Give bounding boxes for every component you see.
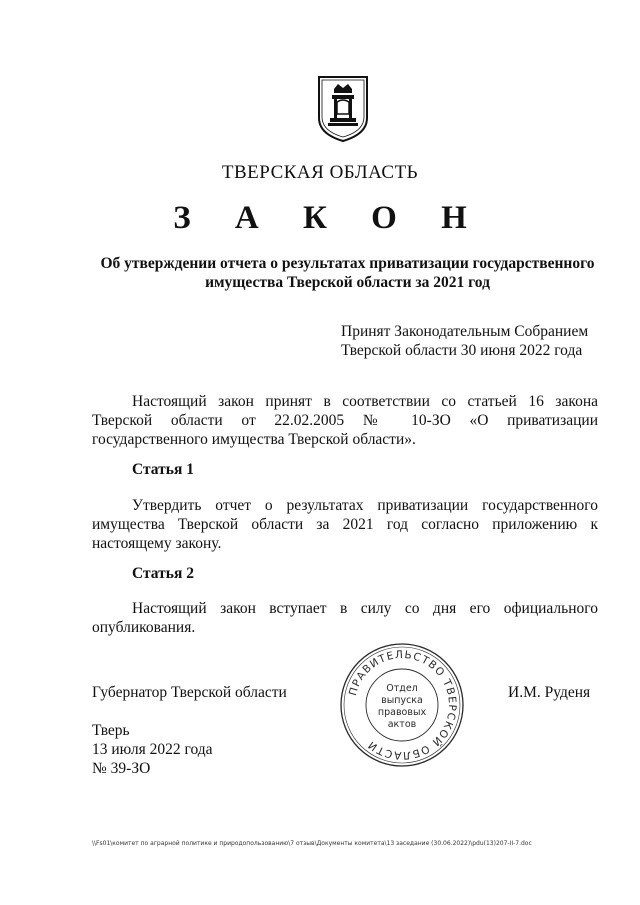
coat-of-arms-icon — [316, 74, 370, 144]
signatory-name: И.М. Руденя — [508, 684, 591, 701]
document-title: З А К О Н — [173, 200, 485, 236]
sign-date: 13 июля 2022 года — [92, 741, 213, 758]
official-stamp — [338, 641, 466, 769]
stamp-line-3: правовых — [377, 707, 427, 718]
place-date-block — [92, 721, 213, 778]
city: Тверь — [92, 722, 130, 739]
article-2-heading: Статья 2 — [132, 565, 194, 582]
file-path-footer: \\Fs01\комитет по аграрной политике и природопользованию\7 отзыв\Документы комитета\13 заседание (30.06.2022)\pdu(13)207-II-7.doc — [92, 840, 532, 847]
stamp-line-2: выпуска — [381, 695, 423, 706]
stamp-ring-text: ПРАВИТЕЛЬСТВО ТВЕРСКОЙ ОБЛАСТИ — [346, 648, 459, 762]
region-name: ТВЕРСКАЯ ОБЛАСТЬ — [221, 162, 419, 183]
article-1-heading: Статья 1 — [132, 461, 194, 478]
law-subject-line-2: имущества Тверской области за 2021 год — [205, 274, 490, 291]
adoption-line-2: Тверской области 30 июня 2022 года — [341, 342, 583, 359]
article-1-text: Утвердить отчет о результатах приватизации государственного имущества Тверской области за 2021 год согласно приложению к настоящему закону. — [92, 497, 598, 552]
law-subject — [100, 254, 595, 292]
article-2-text: Настоящий закон вступает в силу со дня его официального опубликования. — [92, 600, 598, 636]
adoption-line-1: Принят Законодательным Собранием — [341, 323, 589, 340]
adoption-note — [341, 322, 601, 360]
law-subject-line-1: Об утверждении отчета о результатах приватизации государственного — [100, 255, 595, 272]
law-number: № 39-ЗО — [92, 760, 151, 777]
intro-paragraph: Настоящий закон принят в соответствии со статьей 16 закона Тверской области от 22.02.2005 № 10-ЗО «О приватизации государственного имущества Тверской области». — [92, 393, 598, 448]
signatory-title: Губернатор Тверской области — [92, 684, 287, 701]
stamp-line-1: Отдел — [386, 683, 418, 694]
stamp-line-4: актов — [387, 719, 417, 730]
